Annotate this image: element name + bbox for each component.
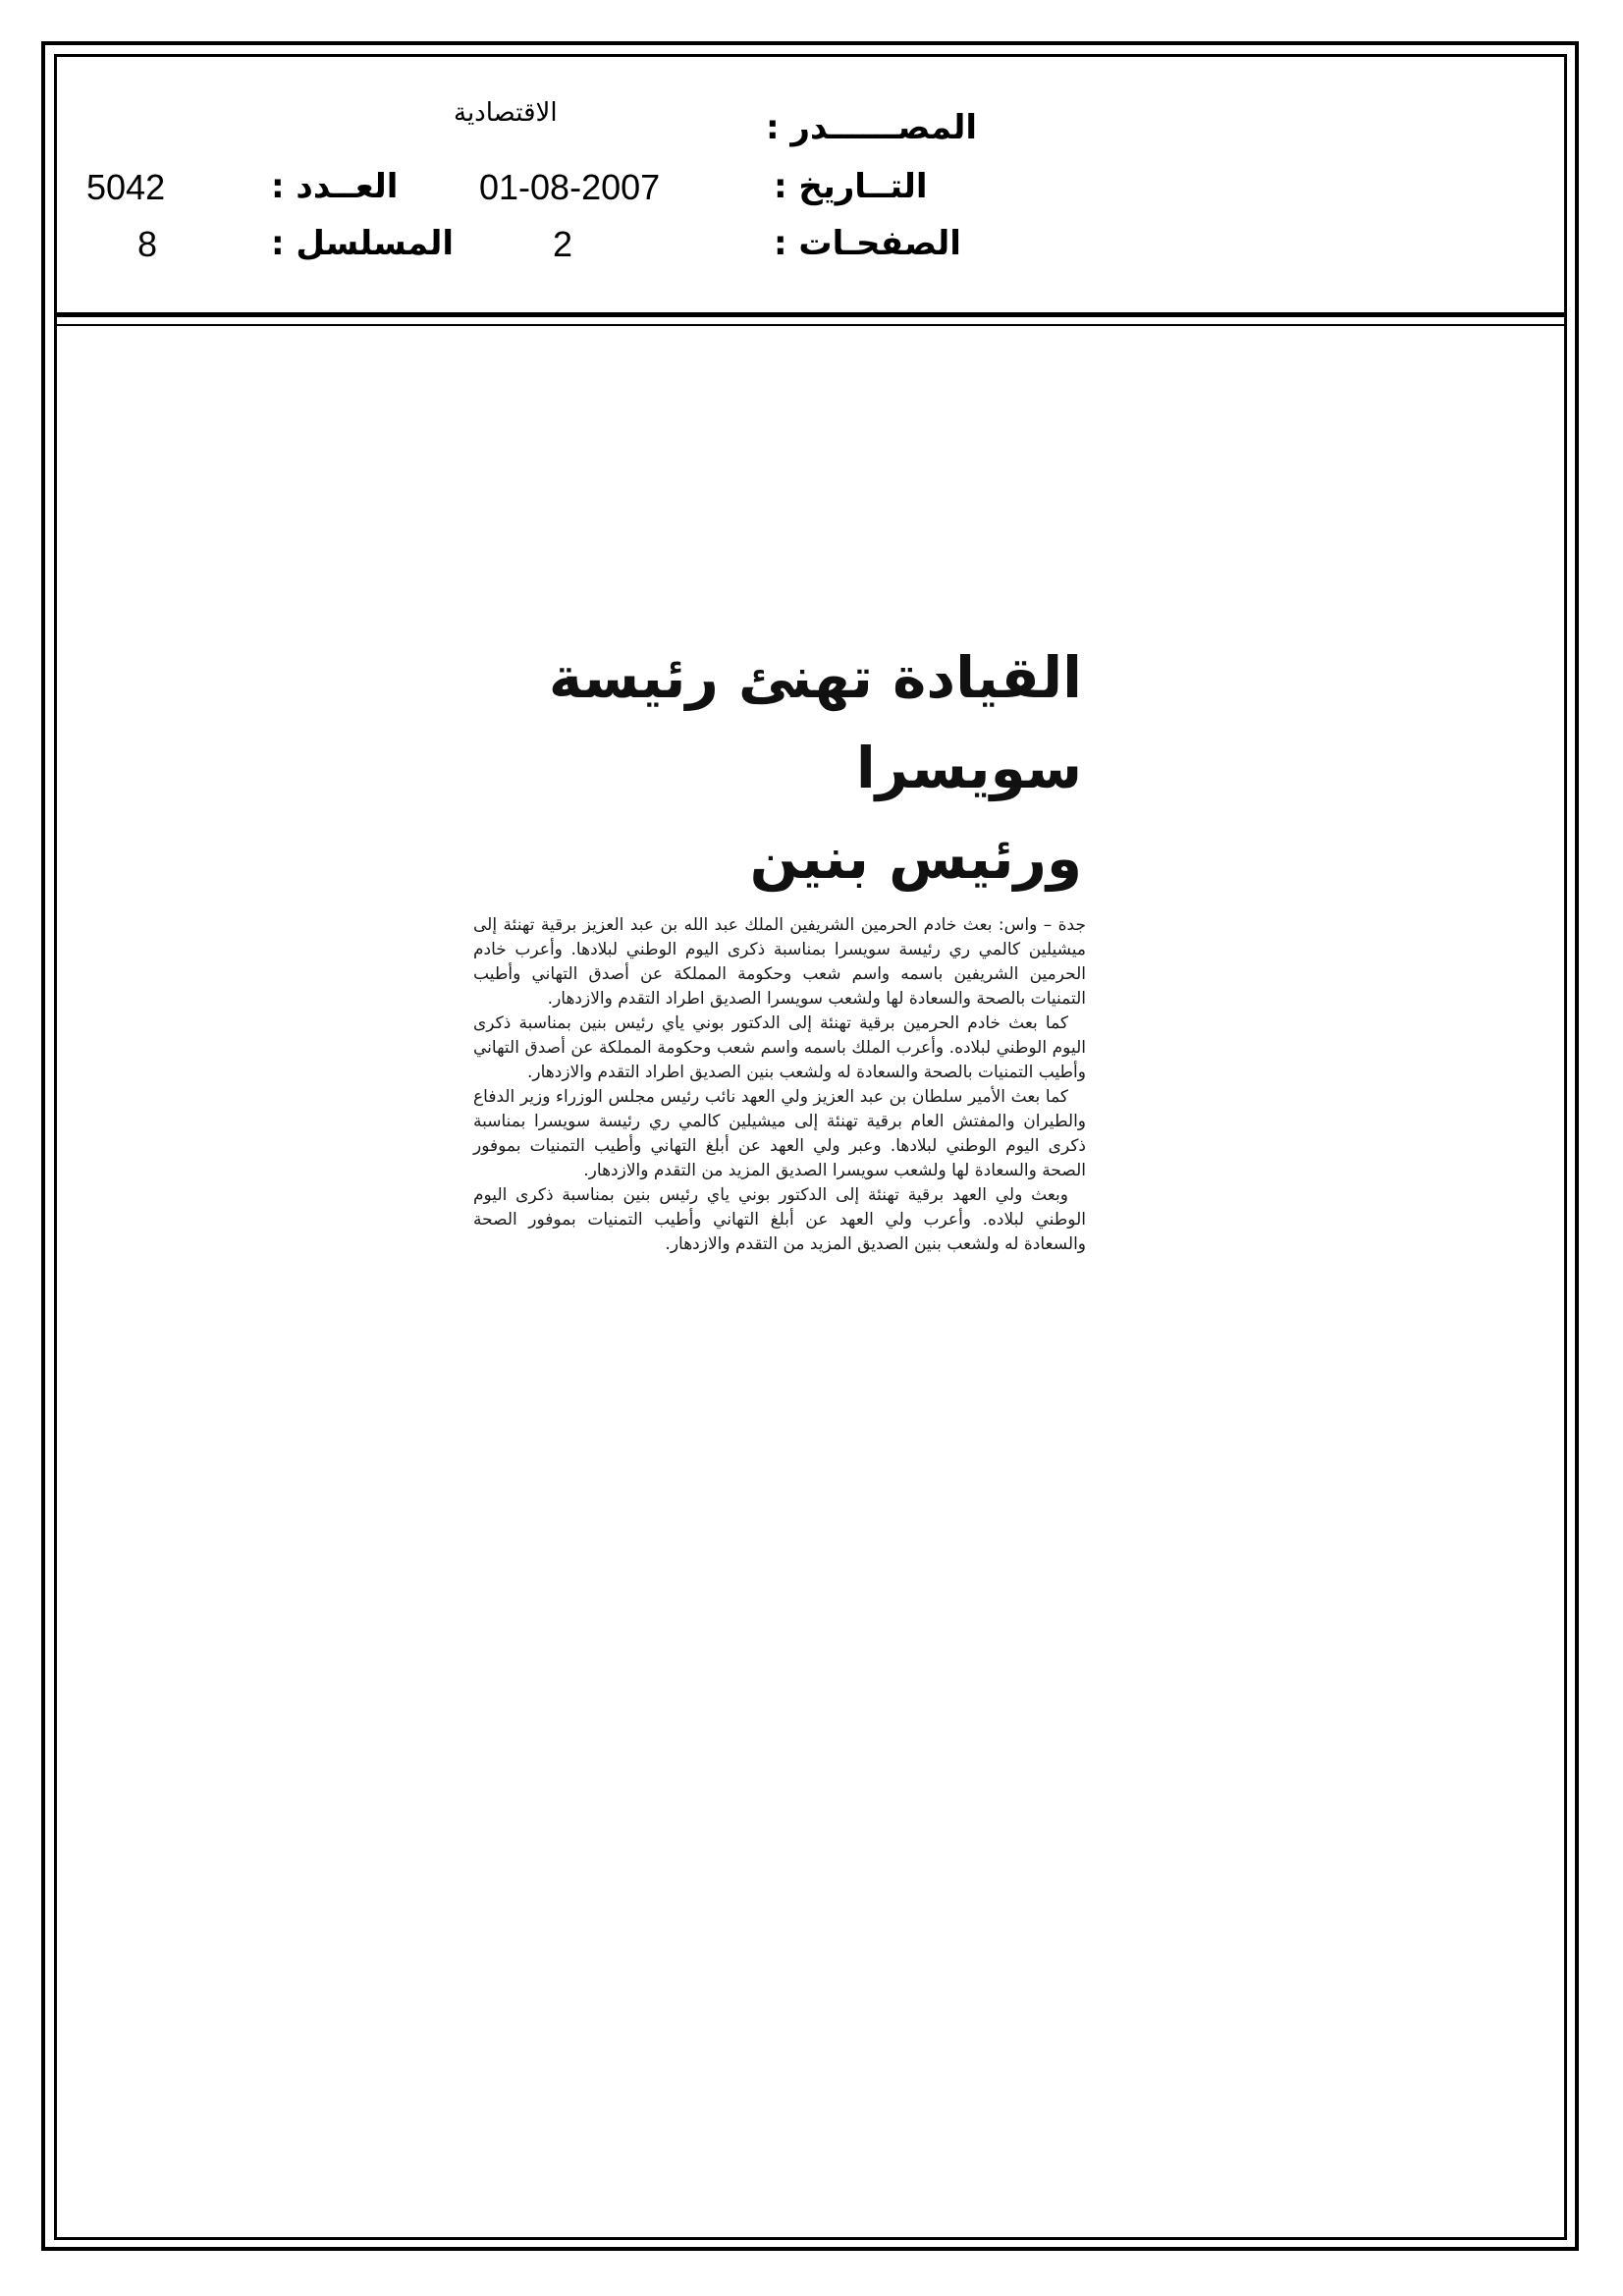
header-divider — [54, 312, 1567, 317]
date-value: 01-08-2007 — [479, 167, 661, 207]
date-label: التــاريخ : — [774, 167, 928, 206]
article-headline — [469, 632, 1082, 903]
article-paragraph: كما بعث الأمير سلطان بن عبد العزيز ولي العهد نائب رئيس مجلس الوزراء وزير الدفاع والطيران والمفتش العام برقية تهنئة إلى ميشيلين كالمي ري رئيسة سويسرا بمناسبة ذكرى اليوم الوطني لبلادها. وعبر ولي العهد عن أبلغ التهاني وأطيب التمنيات بموفور الصحة والسعادة لها ولشعب سويسرا الصديق المزيد من التقدم والازدهار. — [473, 1087, 1086, 1180]
issue-value: 5042 — [86, 167, 166, 207]
source-value: الاقتصادية — [454, 98, 558, 128]
pages-label: الصفحـات : — [774, 224, 961, 263]
headline-line-2: ورئيس بنين — [749, 825, 1082, 892]
serial-value: 8 — [137, 224, 158, 264]
source-label: المصــــــدر : — [766, 108, 978, 147]
article-paragraph: وبعث ولي العهد برقية تهنئة إلى الدكتور بوني ياي رئيس بنين بمناسبة ذكرى اليوم الوطني لبلاده. وأعرب ولي العهد عن أبلغ التهاني وأطيب التمنيات بموفور الصحة والسعادة له ولشعب بنين الصديق المزيد من التقدم والازدهار. — [473, 1185, 1086, 1254]
pages-value: 2 — [553, 224, 573, 264]
news-clipping — [469, 632, 1090, 1418]
article-paragraph: جدة – واس: بعث خادم الحرمين الشريفين الملك عبد الله بن عبد العزيز برقية تهنئة إلى ميشيلين كالمي ري رئيسة سويسرا بمناسبة ذكرى اليوم الوطني لبلادها. وأعرب خادم الحرمين الشريفين باسمه واسم شعب وحكومة المملكة عن أصدق التهاني وأطيب التمنيات بالصحة والسعادة لها ولشعب سويسرا الصديق اطراد التقدم والازدهار. — [473, 915, 1086, 1009]
article-body — [469, 913, 1090, 1257]
issue-label: العــدد : — [271, 167, 399, 206]
article-paragraph: كما بعث خادم الحرمين برقية تهنئة إلى الدكتور بوني ياي رئيس بنين بمناسبة ذكرى اليوم الوطني لبلاده. وأعرب الملك باسمه واسم شعب وحكومة المملكة عن أصدق التهاني وأطيب التمنيات بالصحة والسعادة له ولشعب بنين الصديق اطراد التقدم والازدهار. — [473, 1013, 1086, 1082]
headline-line-1: القيادة تهنئ رئيسة سويسرا — [548, 644, 1082, 801]
header-divider-thin — [54, 324, 1567, 326]
serial-label: المسلسل : — [271, 224, 455, 263]
